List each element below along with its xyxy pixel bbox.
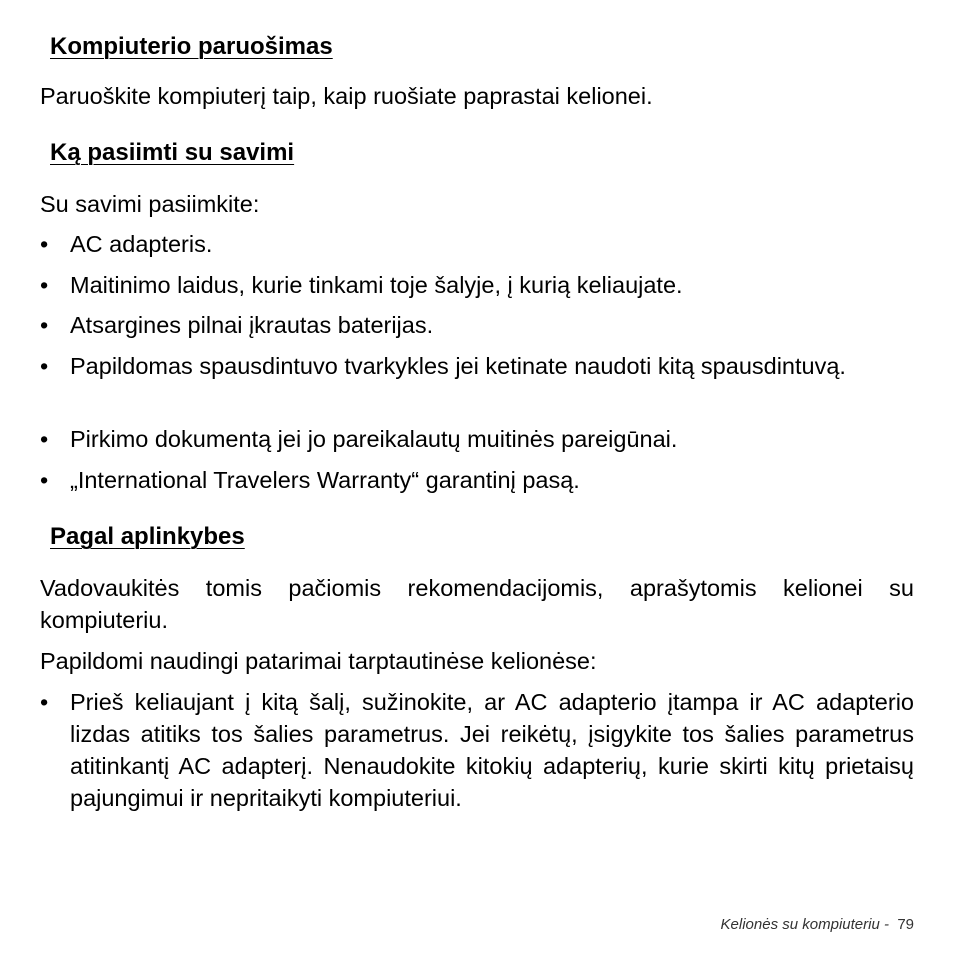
bullet-icon: • [40,353,49,379]
paragraph-circumstances-1: Vadovaukitės tomis pačiomis rekomendacijomis, aprašytomis kelionei su kompiuteriu. [40,575,914,633]
list-item-text: Maitinimo laidus, kurie tinkami toje šalyje, į kurią keliaujate. [70,272,683,298]
section-heading-what-to-take: Ką pasiimti su savimi [50,139,295,166]
footer-section-title: Kelionės su kompiuteriu - [720,916,889,933]
list-item-text: Pirkimo dokumentą jei jo pareikalautų muitinės pareigūnai. [70,426,678,452]
paragraph-preparation: Paruoškite kompiuterį taip, kaip ruošiate paprastai kelionei. [40,83,653,109]
paragraph-take-intro: Su savimi pasiimkite: [40,191,260,217]
list-item [40,464,914,496]
bullet-icon: • [40,689,49,715]
paragraph-circumstances-2: Papildomi naudingi patarimai tarptautinėse kelionėse: [40,648,597,674]
bullet-icon: • [40,426,49,452]
bullet-icon: • [40,272,49,298]
list-item-text: Papildomas spausdintuvo tvarkykles jei ketinate naudoti kitą spausdintuvą. [70,353,846,379]
list-item [40,423,914,455]
bullet-icon: • [40,467,49,493]
list-item-text: AC adapteris. [70,231,213,257]
section-heading-preparation: Kompiuterio paruošimas [50,33,333,60]
list-item [40,309,914,341]
bullet-icon: • [40,312,49,338]
list-item-text: „International Travelers Warranty“ garantinį pasą. [70,467,580,493]
section-heading-circumstances: Pagal aplinkybes [50,523,245,550]
page-number: 79 [897,916,914,933]
list-item [40,350,914,382]
list-item [40,228,914,260]
list-item [40,269,914,301]
page-footer [721,916,914,933]
list-item-text: Atsargines pilnai įkrautas baterijas. [70,312,434,338]
list-item [40,686,914,814]
list-item-text: Prieš keliaujant į kitą šalį, sužinokite, ar AC adapterio įtampa ir AC adapterio lizdas atitiks tos šalies parametrus. Jei reikėtų, įsigykite tos šalies parametrus atitinkantį AC adapterį. Nenaudokite kitokių adapterių, kurie skirti kitų prietaisų pajungimui ir nepritaikyti kompiuteriui. [70,689,914,811]
bullet-icon: • [40,231,49,257]
